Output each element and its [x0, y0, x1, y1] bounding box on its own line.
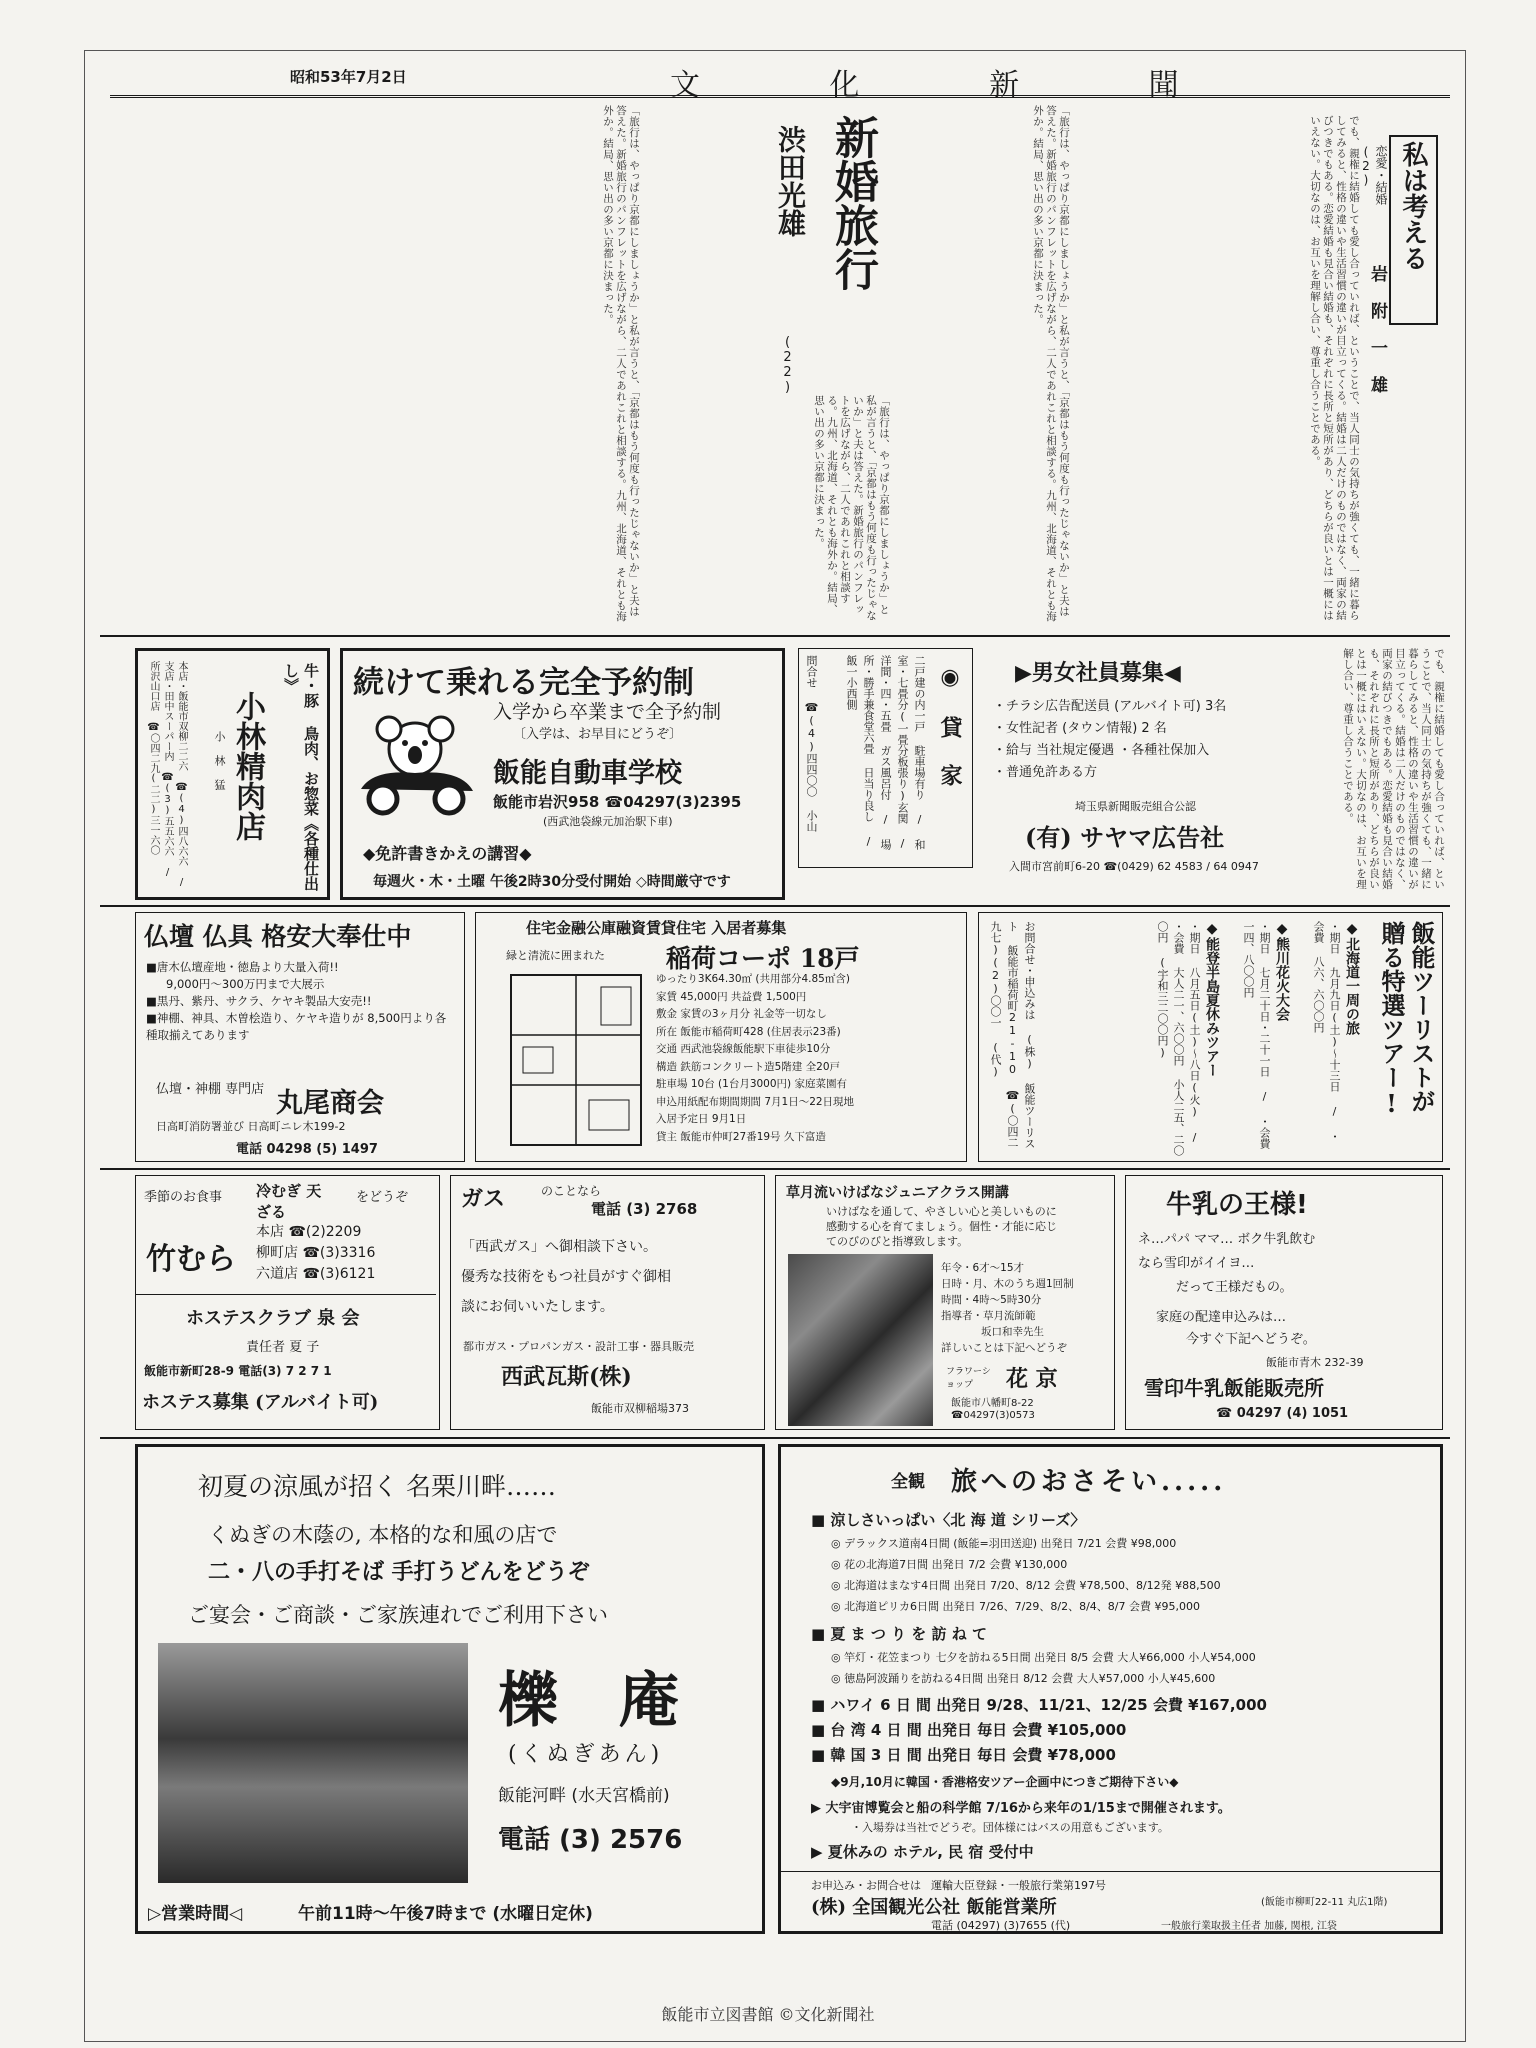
recruit-address: 入間市宮前町6-20 ☎(0429) 62 4583 / 64 0947	[1009, 860, 1259, 873]
opinion-author: 岩 附 一 雄	[1367, 265, 1387, 393]
butsudan-item: 9,000円〜300万円まで大展示	[166, 977, 325, 991]
ikebana-detail: 坂口和幸先生	[981, 1326, 1044, 1338]
travel-prefix: 全観	[891, 1472, 925, 1492]
kunugian-line3: ご宴会・ご商談・ご家族連れでご利用下さい	[188, 1603, 608, 1627]
kunugian-hours: 午前11時〜午後7時まで (水曜日定休)	[298, 1904, 593, 1924]
meat-owner: 小 林 猛	[213, 731, 226, 790]
travel-overseas: ■ 韓 国 3 日 間 出発日 毎日 会費 ¥78,000	[811, 1746, 1116, 1764]
gas-line3: 談にお伺いいたします。	[461, 1299, 614, 1315]
story-title: 新婚旅行	[827, 115, 878, 291]
butsudan-item: ■神棚、神具、木曽桧造り、ケヤキ造りが 8,500円より各種取揃えてあります	[146, 1011, 447, 1042]
ikebana-tel: ☎04297(3)0573	[951, 1410, 1035, 1421]
housing-row: ゆったり3K64.30㎡ (共用部分4.85㎡含)	[656, 973, 850, 985]
travel-contact-divider	[781, 1871, 1441, 1872]
housing-ad	[475, 912, 967, 1162]
recruit-item: ・給与 当社規定優遇 ・各種社保加入	[993, 743, 1210, 758]
travel-item: ◎ 北海道はまなす4日間 出発日 7/20、8/12 会費 ¥78,500、8/12発 ¥88,500	[831, 1579, 1221, 1592]
club-name: ホステスクラブ 泉 会	[186, 1308, 360, 1329]
milk-l5: 今すぐ下記へどうぞ。	[1186, 1332, 1316, 1347]
housing-row: 敷金 家賃の3ヶ月分 礼金等一切なし	[656, 1008, 827, 1020]
tourist-t2: ◆熊川花火大会	[1274, 921, 1290, 1021]
gas-address: 飯能市双柳稲場373	[591, 1402, 689, 1415]
opinion-series-title: 私は考える	[1389, 135, 1438, 325]
recruit-assoc: 埼玉県新聞販売組合公認	[1075, 800, 1196, 813]
divider-row4	[100, 1437, 1450, 1439]
kunugian-location: 飯能河畔 (水天宮橋前)	[498, 1786, 670, 1806]
driving-school-ad	[340, 648, 785, 900]
milk-address: 飯能市青木 232-39	[1266, 1356, 1364, 1369]
club-address: 飯能市新町28-9 電話(3) 7 2 7 1	[144, 1364, 332, 1378]
recruit-company: (有) サヤマ広告社	[1025, 823, 1225, 852]
travel-expo-note: ・入場券は当社でどうぞ。団体様にはバスの用意もございます。	[851, 1821, 1169, 1834]
rental-contact: 問合せ ☎(4)四四〇〇 小山	[805, 655, 818, 832]
milk-tel: ☎ 04297 (4) 1051	[1216, 1406, 1349, 1421]
koala-car-icon	[353, 711, 483, 819]
takemura-lead: 季節のお食事	[144, 1190, 223, 1205]
ikebana-detail: 指導者・草月流師範	[941, 1310, 1036, 1322]
divider-row2	[100, 905, 1450, 907]
ikebana-title: 草月流いけばなジュニアクラス開講	[786, 1185, 1009, 1201]
story-body-mid: 「旅行は、やっぱり京都にしましょうか」と私が言うと、「京都はもう何度も行ったじゃないか」と夫は答えた。新婚旅行のパンフレットを広げながら、二人であれこれと相談する。九州、北海道、それとも海外か。結局、思い出の多い京都に決まった。	[813, 395, 890, 621]
travel-ad	[778, 1444, 1443, 1934]
meat-items: 牛・豚 鳥肉、お惣菜《各種仕出し》	[282, 663, 320, 891]
meat-shop-ad	[135, 648, 330, 900]
meat-shop-name: 小林精肉店	[230, 691, 265, 841]
travel-expo: ▶ 大宇宙博覧会と船の科学館 7/16から来年の1/15まで開催されます。	[811, 1801, 1231, 1816]
story-body-left: 「旅行は、やっぱり京都にしましょうか」と私が言うと、「京都はもう何度も行ったじゃないか」と夫は答えた。新婚旅行のパンフレットを広げながら、二人であれこれと相談する。九州、北海道、それとも海外か。結局、思い出の多い京都に決まった。	[602, 105, 640, 622]
club-recruit: ホステス募集 (アルバイト可)	[142, 1392, 379, 1413]
kunugian-ad	[135, 1444, 765, 1934]
travel-company: (株) 全国観光公社 飯能営業所	[811, 1897, 1057, 1918]
takemura-menu: 冷むぎ 天ざる	[256, 1182, 322, 1221]
tourist-t2d: ・期日 七月二十日・二十一日 / ・会費 一四、八〇〇円	[1242, 921, 1271, 1149]
travel-sec2-items	[831, 1647, 1256, 1689]
driving-notice: 毎週火・木・土曜 午後2時30分受付開始 ◇時間厳守です	[373, 874, 731, 890]
travel-license: 運輸大臣登録・一般旅行業第197号	[931, 1879, 1106, 1892]
driving-headline: 続けて乗れる完全予約制	[353, 665, 694, 701]
gas-line1: 「西武ガス」へ御相談下さい。	[461, 1239, 657, 1255]
story-body-right: 「旅行は、やっぱり京都にしましょうか」と私が言うと、「京都はもう何度も行ったじゃないか」と夫は答えた。新婚旅行のパンフレットを広げながら、二人であれこれと相談する。九州、北海道、それとも海外か。結局、思い出の多い京都に決まった。	[1032, 105, 1070, 622]
tourist-t3: ◆能登半島夏休みツアー	[1204, 921, 1220, 1077]
kunugian-headline: 初夏の涼風が招く 名栗川畔……	[198, 1472, 556, 1501]
branch-row: 柳町店 ☎(3)3316	[256, 1245, 376, 1261]
gas-line2: 優秀な技術をもつ社員がすぐ御相	[461, 1269, 671, 1285]
ikebana-photo	[788, 1254, 933, 1426]
travel-staff: 一般旅行業取扱主任者 加藤, 関根, 江袋	[1161, 1921, 1337, 1932]
ikebana-more: 詳しいことは下記へどうぞ	[941, 1342, 1067, 1354]
story-author: 渋田光雄	[774, 125, 807, 237]
takemura-name: 竹むら	[146, 1242, 236, 1277]
butsudan-item: ■唐木仏壇産地・徳島より大量入荷!!	[146, 960, 339, 974]
travel-company-addr: (飯能市柳町22-11 丸広1階)	[1261, 1897, 1388, 1908]
housing-tagline: 緑と清流に囲まれた	[506, 949, 605, 962]
recruit-item: ・女性記者 (タウン情報) 2 名	[993, 721, 1167, 736]
driving-sub2: 〔入学は、お早目にどうぞ〕	[513, 727, 683, 742]
butsudan-name: 丸尾商会	[276, 1088, 384, 1119]
ikebana-ad	[775, 1175, 1115, 1430]
travel-summer: ▶ 夏休みの ホテル, 民 宿 受付中	[811, 1843, 1034, 1861]
recruit-list	[993, 696, 1226, 784]
gas-title: ガス	[461, 1187, 506, 1212]
takemura-ad	[135, 1175, 440, 1430]
club-manager: 責任者 夏 子	[246, 1340, 320, 1355]
butsudan-address: 日高町消防署並び 日高町ニレ木199-2	[156, 1120, 346, 1133]
divider-top	[100, 635, 1450, 637]
archive-credit: 飯能市立図書館 ©文化新聞社	[661, 2005, 875, 2024]
travel-overseas: ■ 台 湾 4 日 間 出発日 毎日 会費 ¥105,000	[811, 1721, 1127, 1739]
kunugian-line2: 二・八の手打そば 手打うどんをどうぞ	[208, 1559, 590, 1585]
tourist-contact: お問合せ・申込みは (株) 飯能ツーリスト 飯能市稲荷町21-10 ☎(〇四二九七)(2)〇〇一 (代)	[989, 921, 1036, 1149]
butsudan-shop-type: 仏壇・神棚 専門店	[156, 1082, 265, 1097]
driving-sub: 入学から卒業まで全予約制	[493, 701, 722, 723]
milk-l2: なら雪印がイイヨ…	[1138, 1256, 1255, 1271]
tourist-ad	[978, 912, 1443, 1162]
masthead	[110, 58, 1450, 103]
milk-title: 牛乳の王様!	[1166, 1190, 1308, 1220]
butsudan-tel: 電話 04298 (5) 1497	[236, 1142, 378, 1157]
floor-plan	[501, 965, 651, 1155]
kunugian-line1: くぬぎの木蔭の, 本格的な和風の店で	[208, 1523, 558, 1547]
travel-contact-label: お申込み・お問合せは	[811, 1879, 921, 1892]
travel-item: ◎ デラックス道南4日間 (飯能=羽田送迎) 出発日 7/21 会費 ¥98,000	[831, 1537, 1177, 1550]
tourist-t1d: ・期日 九月九日(土)〜十三日 / ・会費 八六、六〇〇円	[1312, 921, 1341, 1142]
housing-head: 住宅金融公庫融資賃貸住宅 入居者募集	[526, 919, 787, 937]
housing-name: 稲荷コーポ 18戸	[666, 944, 860, 973]
opinion-column	[1080, 105, 1440, 630]
branch-row: 本店 ☎(2)2209	[256, 1224, 362, 1240]
ikebana-address: 飯能市八幡町8-22	[951, 1398, 1034, 1409]
housing-rows	[656, 971, 961, 1146]
travel-sec1-items	[831, 1533, 1221, 1617]
kunugian-reading: (くぬぎあん)	[508, 1742, 664, 1767]
milk-name: 雪印牛乳飯能販売所	[1144, 1376, 1324, 1400]
gas-title-sub: のことなら	[541, 1184, 602, 1198]
housing-row: 駐車場 10台 (1台月3000円) 家庭菜園有	[656, 1078, 847, 1090]
club-divider	[136, 1294, 436, 1295]
ikebana-details	[941, 1260, 1074, 1356]
travel-head: 旅へのおさそい.....	[951, 1467, 1227, 1497]
milk-l1: ネ…パパ ママ… ボク牛乳飲む	[1138, 1232, 1316, 1247]
housing-row: 貸主 飯能市仲町27番19号 久下富造	[656, 1130, 826, 1143]
travel-item: ◎ 竿灯・花笠まつり 七夕を訪ねる5日間 出発日 8/5 会費 大人¥66,000 小人¥54,000	[831, 1651, 1256, 1664]
travel-overseas: ■ ハワイ 6 日 間 出発日 9/28、11/21、12/25 会費 ¥167,000	[811, 1696, 1267, 1714]
opinion-tail	[1300, 648, 1445, 903]
ikebana-detail: 年令・6才〜15才	[941, 1262, 1025, 1274]
kunugian-photo	[158, 1643, 468, 1883]
rental-title: ◉ 貸 家	[937, 664, 963, 786]
travel-tel: 電話 (04297) (3)7655 (代)	[931, 1919, 1071, 1932]
opinion-tail-text: でも、親権に結婚しても愛し合っていれば、ということで、当人同士の気持ちが強くても、一緒に暮らしてみると、性格の違いや生活習慣の違いが目立ってくる。結婚は二人だけのものではなく、両家の結びつきでもある。恋愛結婚も見合い結婚も、それぞれに長所と短所があり、どちらが良いとは一概にはいえない。大切なのは、お互いを理解し合い、尊重し合うことである。	[1342, 648, 1445, 890]
travel-item: ◎ 北海道ピリカ6日間 出発日 7/26、7/29、8/2、8/4、8/7 会費 ¥95,000	[831, 1600, 1200, 1613]
gas-company: 西武瓦斯(株)	[501, 1364, 632, 1390]
recruit-item: ・普通免許ある方	[993, 765, 1098, 780]
tourist-t1: ◆北海道一周の旅	[1344, 921, 1360, 1035]
milk-ad	[1125, 1175, 1443, 1430]
travel-item: ◎ 徳島阿波踊りを訪ねる4日間 出発日 8/12 会費 大人¥57,000 小人¥45,600	[831, 1672, 1216, 1685]
gas-tel: 電話 (3) 2768	[591, 1200, 698, 1218]
butsudan-item: ■黒丹、紫丹、サクラ、ケヤキ製品大安売!!	[146, 994, 372, 1008]
rental-details: 二戸建の内一戸 駐車場有り / 和室・七畳分(一畳分板張り)玄関 / 洋間・四・五畳 ガス風呂付 / 場所・勝手兼食堂六畳 日当り良し / 飯一小西側	[845, 655, 926, 850]
driving-notice-title: ◆免許書きかえの講習◆	[363, 844, 532, 863]
travel-note: ◆9月,10月に韓国・香港格安ツアー企画中につきご期待下さい◆	[831, 1775, 1179, 1789]
gas-services: 都市ガス・プロパンガス・設計工事・器具販売	[463, 1340, 694, 1353]
recruit-item: ・チラシ広告配送員 (アルバイト可) 3名	[993, 699, 1227, 714]
tourist-side-title: 飯能ツーリストが 贈る特選ツアー!	[1377, 921, 1436, 1118]
milk-l3: だって王様だもの。	[1176, 1280, 1293, 1295]
housing-row: 所在 飯能市稲荷町428 (住居表示23番)	[656, 1025, 841, 1038]
ikebana-detail: 日時・月、木のうち週1回制	[941, 1278, 1074, 1290]
story-number: (22)	[780, 335, 795, 395]
divider-row3	[100, 1168, 1450, 1170]
takemura-branches	[256, 1222, 375, 1285]
recruit-title: ▶男女社員募集◀	[1015, 661, 1181, 686]
butsudan-ad	[135, 912, 465, 1162]
ikebana-desc: いけばなを通して、やさしい心と美しいものに感動する心を育てましょう。個性・才能に応じてのびのびと指導致します。	[826, 1205, 1057, 1248]
travel-sec1: ■ 涼しさいっぱい〈北 海 道 シリーズ〉	[811, 1511, 1086, 1529]
driving-access: (西武池袋線元加治駅下車)	[543, 815, 673, 828]
milk-l4: 家庭の配達申込みは…	[1156, 1310, 1287, 1325]
rental-house-ad	[798, 648, 973, 868]
travel-item: ◎ 花の北海道7日間 出発日 7/2 会費 ¥130,000	[831, 1558, 1068, 1571]
story-column	[110, 105, 1070, 630]
ikebana-shop: 花 京	[1006, 1366, 1058, 1392]
tourist-t3d: ・期日 八月五日(土)〜八日(火) / ・会費 大人二一、六〇〇円 小人二五、二〇〇円 (宇和三二〇〇円)	[1156, 921, 1201, 1156]
kunugian-tel: 電話 (3) 2576	[498, 1825, 683, 1855]
housing-row: 構造 鉄筋コンクリート造5階建 全20戸	[656, 1060, 841, 1073]
branch-row: 六道店 ☎(3)6121	[256, 1266, 376, 1282]
masthead-date: 昭和53年7月2日	[290, 68, 407, 86]
masthead-title: 文 化 新 聞	[670, 68, 1239, 103]
meat-address: 本店・飯能市双柳二二六 ☎(4)四八六六 / 支店・田中スーパー内 ☎(3)五五六六 / 所沢山口店 ☎〇四二九(二二)三一六〇	[148, 661, 187, 888]
housing-row: 家賃 45,000円 共益費 1,500円	[656, 990, 807, 1003]
ikebana-detail: 時間・4時〜5時30分	[941, 1294, 1042, 1306]
travel-sec2: ■ 夏 ま つ り を 訪 ね て	[811, 1625, 987, 1643]
ikebana-shop-label: フラワーショップ	[946, 1367, 991, 1390]
driving-school-name: 飯能自動車学校	[493, 758, 682, 789]
housing-row: 入居予定日 9月1日	[656, 1113, 747, 1125]
kunugian-name: 櫟 庵	[498, 1666, 699, 1736]
housing-row: 申込用紙配布期間期間 7月1日〜22日現地	[656, 1095, 855, 1108]
gas-ad	[450, 1175, 765, 1430]
driving-address: 飯能市岩沢958 ☎04297(3)2395	[493, 793, 742, 811]
butsudan-head: 仏壇 仏具 格安大奉仕中	[144, 922, 412, 951]
kunugian-hours-label: ▷営業時間◁	[148, 1904, 243, 1924]
opinion-topic: 恋愛・結婚 (2)	[1359, 145, 1388, 205]
takemura-suffix: をどうぞ	[356, 1190, 409, 1205]
recruit-ad	[985, 648, 1290, 903]
opinion-body: でも、親権に結婚しても愛し合っていれば、ということで、当人同士の気持ちが強くても、一緒に暮らしてみると、性格の違いや生活習慣の違いが目立ってくる。結婚は二人だけのものではなく、両家の結びつきでもある。恋愛結婚も見合い結婚も、それぞれに長所と短所があり、どちらが良いとは一概にはいえない。大切なのは、お互いを理解し合い、尊重し合うことである。	[1309, 115, 1360, 621]
housing-row: 交通 西武池袋線飯能駅下車徒歩10分	[656, 1043, 831, 1055]
travel-sec3	[811, 1693, 1267, 1768]
butsudan-items	[146, 959, 456, 1044]
